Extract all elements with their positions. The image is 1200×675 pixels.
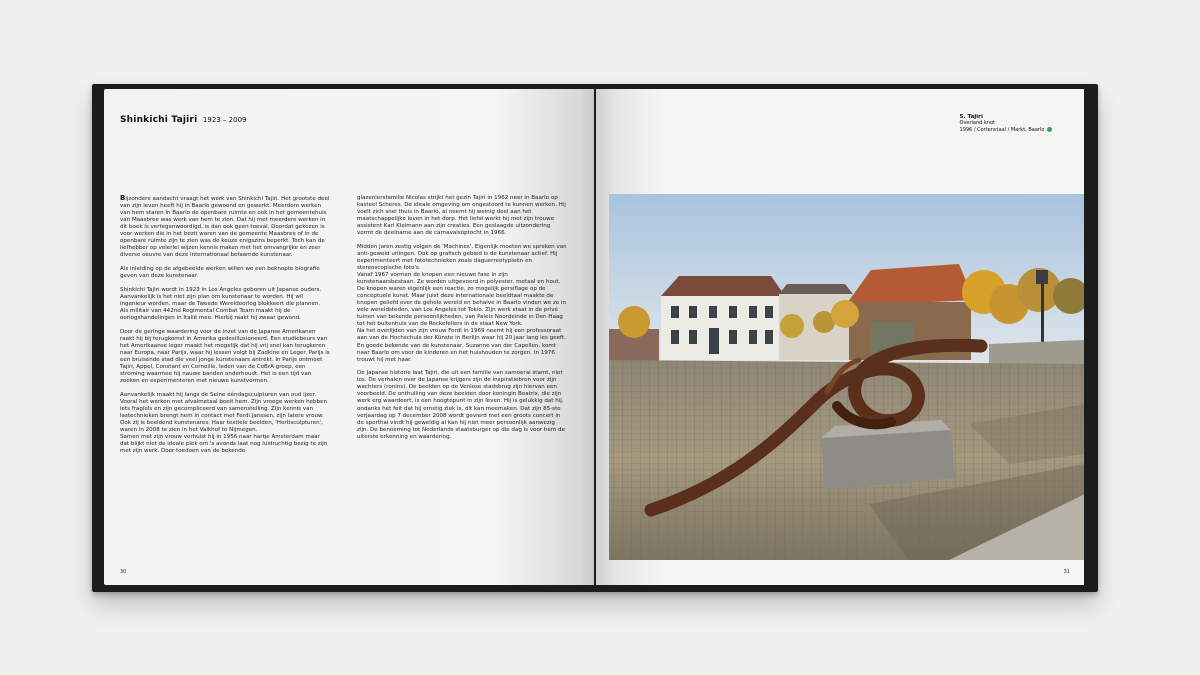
caption-title: 5. Tajiri xyxy=(959,114,983,120)
caption-subtitle: Overland knot xyxy=(959,120,996,127)
paragraph: Shinkichi Tajiri wordt in 1923 in Los Angeles geboren uit Japanse ouders. Aanvankelijk is het niet zijn plan om kunstenaar te worden. Hij wil ingenieur worden, maar de Tweede Wereldoorlog blokkeert die plannen. Als militair van 442nd Regimental Combat Team maakt hij de oorlogshandelingen in Italië mee. Hierbij raakt hij zwaar gewond. xyxy=(120,286,322,321)
artist-name: Shinkichi Tajiri xyxy=(120,115,198,125)
house-roof xyxy=(661,276,785,296)
caption-location: 1996 / Cortenstaal / Markt, Baarlo xyxy=(959,126,1045,133)
paragraph: glazeniersfamilie Nicolas strijkt het gezin Tajiri in 1962 neer in Baarlo op kasteel Scheres. De ideale omgeving om ongestoord te kunnen werken. Hij voelt zich snel thuis in Baarlo, al neemt hij weinig deel aan het maatschappelijke leven in het dorp. Het liefst werkt hij met zijn trouwe assistent Karl Kleimann aan zijn creaties. Een geslaagde uitzondering vormt de deelname aan de carnavalsoptocht in 1966. xyxy=(357,195,566,237)
text-column-1 xyxy=(120,195,330,462)
white-house xyxy=(661,296,781,360)
left-page xyxy=(104,89,594,585)
knot-sculpture-photo xyxy=(609,194,1084,560)
paragraph: Na het overlijden van zijn vrouw Ferdi in 1969 neemt hij een professoraat aan van de Hochschule der Künste in Berlijn waar hij 20 jaar lang les geeft. En goede bekende van de kunstenaar, Suzanne van der Capellen, komt naar Baarlo om voor de kinderen en het huishouden te zorgen. In 1976 trouwt hij met haar. xyxy=(357,328,566,363)
paragraph: Aanvankelijk maakt hij langs de Seine ééndagsculpturen van oud ijzer. Vooral het werken met afvalmetaal boeit hem. Zijn vroege werken hebben iets fragiels en zijn gecompliceerd van samenstelling. Zijn kennis van lastechnieken brengt hem in contact met Ferdi Janssen, zijn latere vrouw. Ook zij is beeldend kunstenares. Haar textiele beelden, 'Hortisculpturen', waren in 2008 te zien in het Valkhof te Nijmegen. xyxy=(120,391,327,433)
paragraph: Midden jaren zestig volgen de 'Machines'. Eigenlijk moeten we spreken van anti-geweld uitingen. Ook op grafisch gebied is de kunstenaar actief. Hij experimenteert met fototechnieken zoals daguerreotypieën en stereoscopische foto's. xyxy=(357,243,567,272)
artist-years: 1923 – 2009 xyxy=(202,116,247,124)
photo-illustration xyxy=(609,194,1084,560)
paragraph: Door de geringe waardering voor de inzet van de Japanse Amerikanen raakt hij bij terugkomst in Amerika gedesillusioneerd. Een studiebeurs van het Amerikaanse leger maakt het mogelijk dat hij vrij snel kan terugkeren naar Europa, naar Parijs, waar hij lessen volgt bij Zadkine en Leger. Parijs is een bruisende stad die veel jonge kunstenaars antrekt. In Parijs ontmoet Tajiri, Appel, Constant en Corneille, leden van de CoBrA groep, een stroming waarmee hij nauwe banden onderhoudt. Het is een tijd van zoeken en experimenteren met nieuwe kunstvormen. xyxy=(120,328,330,384)
artwork-caption xyxy=(960,114,1052,133)
page-number-left: 30 xyxy=(120,569,127,575)
text-column-2 xyxy=(357,195,567,447)
paragraph: Als inleiding op de afgebeelde werken willen we een beknopte biografie geven van deze kunstenaar. xyxy=(120,266,320,280)
dropcap: B xyxy=(120,194,126,202)
map-marker-icon xyxy=(1047,127,1052,132)
right-page xyxy=(596,89,1084,585)
caption-location-row xyxy=(960,127,1052,133)
paragraph: De Japanse historie laat Tajiri, die uit een familie van samoerai stamt, niet los. De verhalen over de Japanse krijgers zijn de inspiratiebron voor zijn wachters (ronins). De beelden op de Venlose stadsbrug zijn hiervan een voorbeeld. De onthulling van deze beelden door koningin Beatrix, die zijn werk erg waardeert, is een hoogtepunt in zijn leven. Hij is gelukkig dat hij, ondanks het feit dat hij ernstig ziek is, dit kan meemaken. Dat zijn 85-ste verjaardag op 7 december 2008 wordt gevierd met een groots concert in de sporthal vindt hij geweldig al kan hij niet meer persoonlijk aanwezig zijn. De benoeming tot Nederlands staatsburger op die dag is voor hem de uiterste erkenning en waardering. xyxy=(357,370,565,440)
paragraph: Bijzondere aandacht vraagt het werk van Shinkichi Tajiri. Het grootste deel van zijn leven heeft hij in Baarlo gewoond en gewerkt. Meerdere werken van hem staren in Baarlo de openbare ruimte en ook in het gemeentehuis van Maasbree was werk van hem te zien. Dat hij met meerdere werken in dit boek is vertegenwoordigd, is dan ook geen toeval. Doordat gekozen is voor werken die in het bezit waren van de gemeente Maasbree of in de openbare ruimte zijn te zien was de keuze enigszins beperkt. Toch kan de liefhebber op velerlei wijzen kennis maken met het omvangrijke en zeer diverse oeuvre van deze internationaal befaamde kunstenaar. xyxy=(120,194,330,259)
page-title xyxy=(120,115,247,125)
paragraph: Vanaf 1967 vormen de knopen een nieuwe fase in zijn kunstenaarsbestaan. Ze worden uitgevoerd in polyester, metaal en hout. De knopen waren eigenlijk een reactie, zo mogelijk persiflage op de conceptuele kunst. Maar juist deze internationale beeldtaal maakte de knopen geliefd over de gehele wereld en behalve in Baarlo vinden we ze in vele wereldsteden, van Los Angeles tot Tokio. Zijn werk staat in de privé tuinen van bekende persoonlijkheden, van Paleis Noordeinde in Den Haag tot het buitenhuis van de Rockefellers in de staat New York. xyxy=(357,272,567,328)
page-number-right: 31 xyxy=(1063,569,1070,575)
paragraph: Samen met zijn vrouw verhuist hij in 1956 naar hartje Amsterdam maar dat blijkt niet de ideale plek om 's avonds laat nog luidruchtig bezig te zijn met zijn werk. Door toedoen van de bekende xyxy=(120,433,328,454)
